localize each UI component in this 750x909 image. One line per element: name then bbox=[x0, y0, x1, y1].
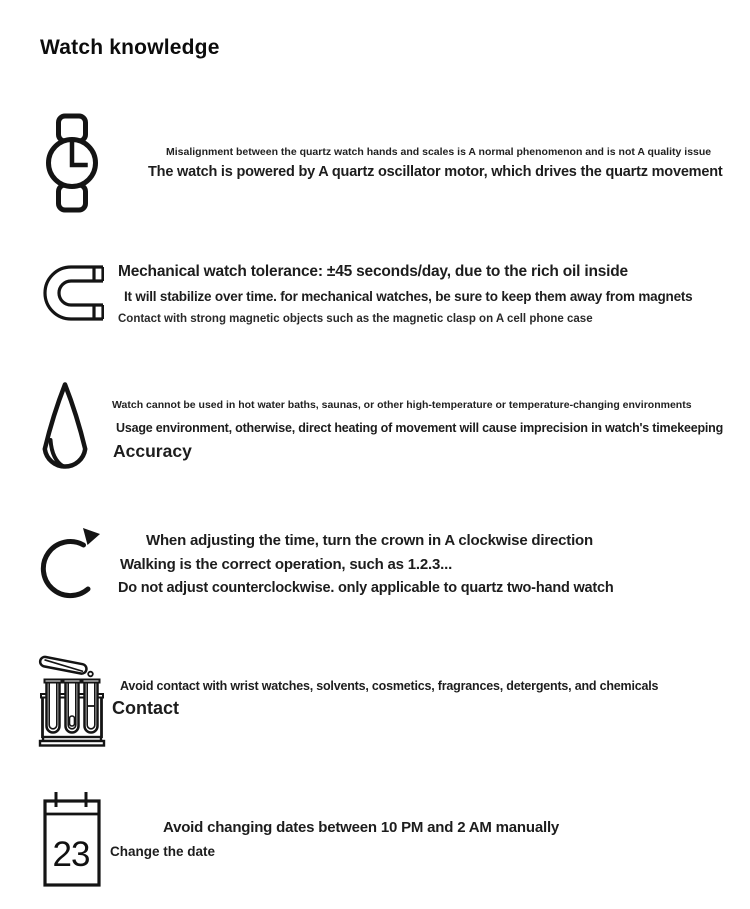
test-tubes-icon bbox=[38, 650, 106, 748]
crown-main-line: When adjusting the time, turn the crown in A clockwise direction bbox=[146, 532, 593, 549]
water-drop-icon bbox=[42, 381, 88, 476]
quartz-note-line: Misalignment between the quartz watch hands and scales is A normal phenomenon and is not A quality issue bbox=[166, 146, 712, 158]
magnet-sub-line: It will stabilize over time. for mechanical watches, be sure to keep them away from magnets bbox=[124, 289, 693, 304]
temperature-sub-line: Usage environment, otherwise, direct heating of movement will cause imprecision in watch's timekeeping bbox=[116, 421, 724, 435]
crown-sub-line: Walking is the correct operation, such as 1.2.3... bbox=[120, 556, 453, 573]
calendar-day-number: 23 bbox=[52, 835, 90, 874]
calendar-icon bbox=[42, 790, 102, 888]
contact-heading: Contact bbox=[112, 698, 179, 718]
date-main-line: Avoid changing dates between 10 PM and 2 AM manually bbox=[163, 819, 560, 836]
date-sub-line: Change the date bbox=[110, 844, 216, 859]
watch-icon bbox=[46, 113, 98, 213]
page-title: Watch knowledge bbox=[40, 36, 220, 59]
magnet-main-line: Mechanical watch tolerance: ±45 seconds/day, due to the rich oil inside bbox=[118, 263, 628, 280]
magnet-note-line: Contact with strong magnetic objects such as the magnetic clasp on A cell phone case bbox=[118, 313, 593, 325]
temperature-note-line: Watch cannot be used in hot water baths, saunas, or other high-temperature or temperature-changing environments bbox=[112, 399, 692, 411]
magnet-icon bbox=[42, 263, 104, 323]
quartz-main-line: The watch is powered by A quartz oscillator motor, which drives the quartz movement bbox=[148, 164, 723, 180]
accuracy-heading: Accuracy bbox=[113, 441, 192, 461]
chemicals-note-line: Avoid contact with wrist watches, solvents, cosmetics, fragrances, detergents, and chemicals bbox=[120, 679, 659, 693]
crown-note-line: Do not adjust counterclockwise. only applicable to quartz two-hand watch bbox=[118, 580, 614, 596]
clockwise-arrow-icon bbox=[40, 524, 104, 604]
